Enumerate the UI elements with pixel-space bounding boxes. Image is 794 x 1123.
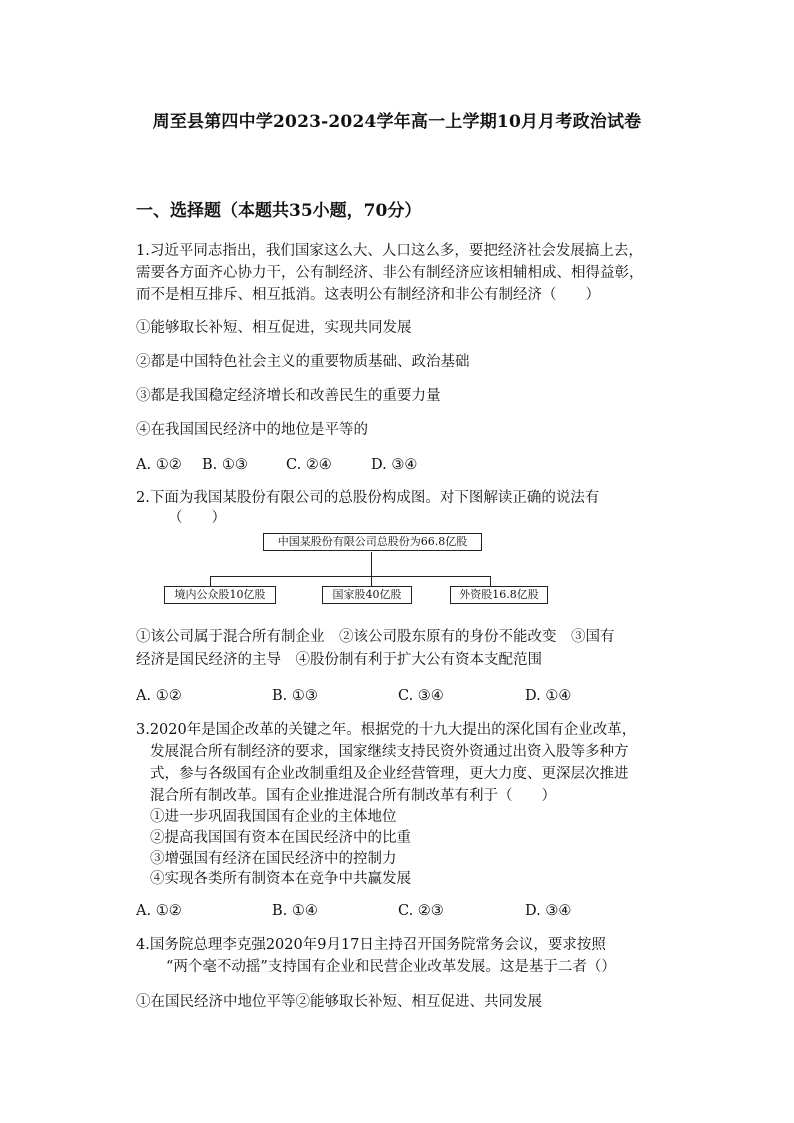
q3-option-a[interactable]: A. ①② (136, 903, 182, 919)
q1-stem-line: 需要各方面齐心协力干，公有制经济、非公有制经济应该相辅相成、相得益彰， (136, 265, 644, 281)
diagram-child-box: 境内公众股10亿股 (164, 586, 276, 604)
q1-stem-line: 1.习近平同志指出，我们国家这么大、人口这么多，要把经济社会发展搞上去， (136, 243, 643, 259)
q1-stem-line: 而不是相互排斥、相互抵消。这表明公有制经济和非公有制经济（ ） (136, 287, 600, 303)
q1-item: ①能够取长补短、相互促进，实现共同发展 (136, 320, 412, 336)
diagram-child-box: 国家股40亿股 (322, 586, 412, 604)
diagram-connector (210, 576, 490, 577)
q3-option-d[interactable]: D. ③④ (525, 903, 572, 919)
diagram-connector (490, 576, 491, 586)
q2-stem-line: 2.下面为我国某股份有限公司的总股份构成图。对下图解读正确的说法有 (136, 490, 600, 506)
q3-option-c[interactable]: C. ②③ (398, 903, 444, 919)
q1-option-b[interactable]: B. ①③ (202, 457, 248, 473)
q2-option-d[interactable]: D. ①④ (525, 688, 572, 704)
q3-stem-line: 3.2020年是国企改革的关键之年。根据党的十九大提出的深化国有企业改革， (136, 722, 637, 738)
q3-item: ④实现各类所有制资本在竞争中共赢发展 (150, 871, 411, 887)
q2-option-c[interactable]: C. ③④ (398, 688, 444, 704)
q3-stem-line: 发展混合所有制经济的要求，国家继续支持民资外资通过出资入股等多种方 (150, 744, 629, 760)
q2-item: 经济是国民经济的主导 ④股份制有利于扩大公有资本支配范围 (136, 652, 542, 668)
q4-item: ①在国民经济中地位平等②能够取长补短、相互促进、共同发展 (136, 994, 542, 1010)
q3-stem-line: 混合所有制改革。国有企业推进混合所有制改革有利于（ ） (150, 788, 556, 804)
exam-title: 周至县第四中学2023-2024学年高一上学期10月月考政治试卷 (152, 112, 642, 132)
diagram-connector (371, 552, 372, 576)
q2-item: ①该公司属于混合所有制企业 ②该公司股东原有的身份不能改变 ③国有 (136, 629, 615, 645)
q4-stem-line: “两个毫不动摇”支持国有企业和民营企业改革发展。这是基于二者（） (166, 959, 616, 975)
q1-item: ④在我国国民经济中的地位是平等的 (136, 422, 368, 438)
q2-stem-line: （ ） (168, 510, 226, 526)
q1-option-a[interactable]: A. ①② (136, 457, 182, 473)
q2-option-a[interactable]: A. ①② (136, 688, 182, 704)
q3-option-b[interactable]: B. ①④ (272, 903, 318, 919)
q2-option-b[interactable]: B. ①③ (272, 688, 318, 704)
diagram-connector (371, 576, 372, 586)
q1-option-c[interactable]: C. ②④ (286, 457, 332, 473)
diagram-child-box: 外资股16.8亿股 (450, 586, 548, 604)
q4-stem-line: 4.国务院总理李克强2020年9月17日主持召开国务院常务会议，要求按照 (136, 937, 606, 953)
q3-stem-line: 式，参与各级国有企业改制重组及企业经营管理，更大力度、更深层次推进 (150, 766, 629, 782)
share-structure-diagram (160, 530, 560, 610)
q1-item: ③都是我国稳定经济增长和改善民生的重要力量 (136, 388, 441, 404)
q3-item: ②提高我国国有资本在国民经济中的比重 (150, 830, 411, 846)
q3-item: ①进一步巩固我国国有企业的主体地位 (150, 809, 397, 825)
diagram-connector (210, 576, 211, 586)
diagram-total-box: 中国某股份有限公司总股份为66.8亿股 (263, 533, 482, 551)
q3-item: ③增强国有经济在国民经济中的控制力 (150, 851, 397, 867)
q1-option-d[interactable]: D. ③④ (371, 457, 418, 473)
section-heading: 一、选择题（本题共35小题，70分） (136, 201, 422, 221)
q1-item: ②都是中国特色社会主义的重要物质基础、政治基础 (136, 354, 470, 370)
